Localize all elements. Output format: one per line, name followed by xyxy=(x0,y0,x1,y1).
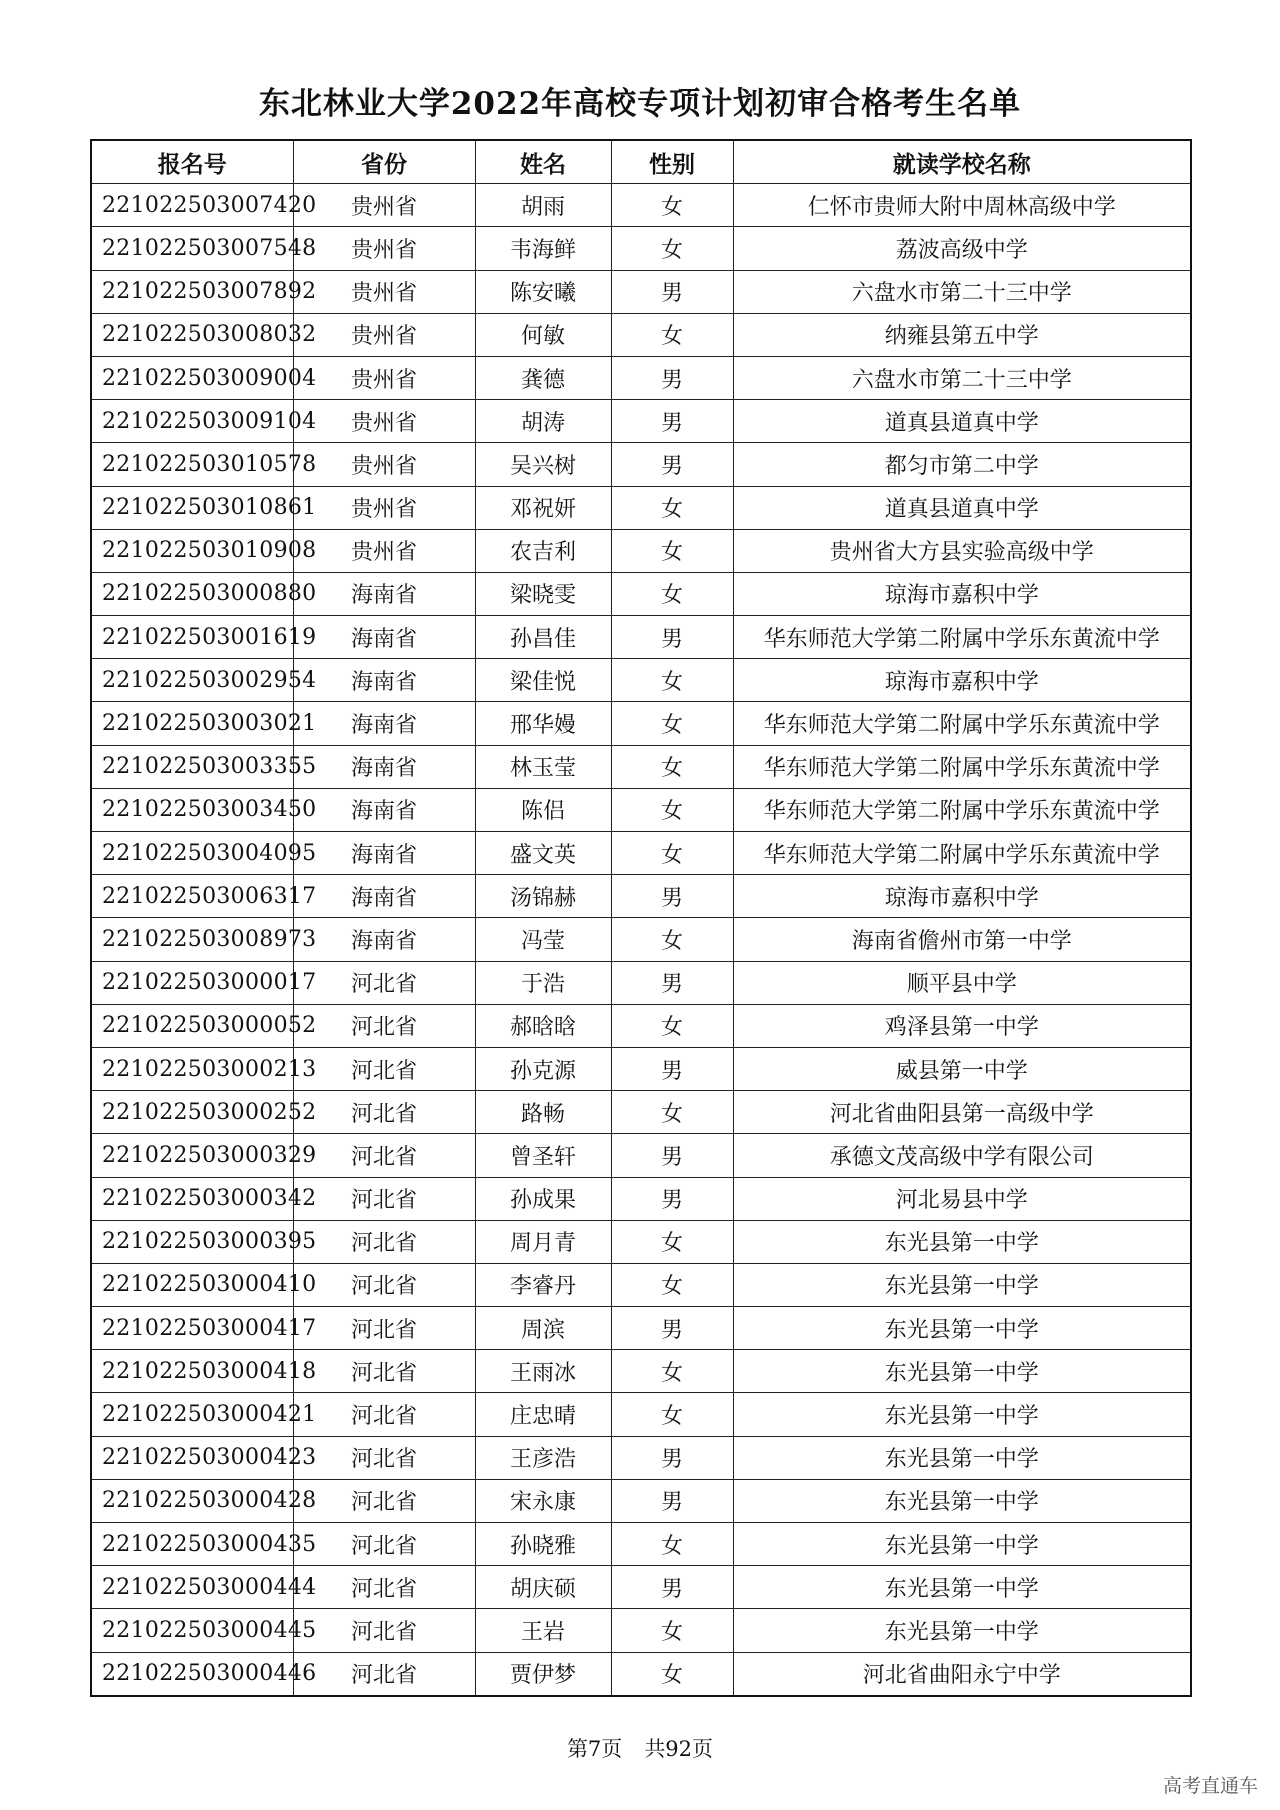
page-number: 第7页 xyxy=(566,1737,623,1761)
registration-id-cell: 221022503008032 xyxy=(91,313,293,356)
gender-cell: 女 xyxy=(611,1263,733,1306)
gender-cell: 女 xyxy=(611,1091,733,1134)
registration-id-cell: 221022503009104 xyxy=(91,400,293,443)
registration-id-cell: 221022503003450 xyxy=(91,788,293,831)
gender-cell: 女 xyxy=(611,313,733,356)
school-cell: 鸡泽县第一中学 xyxy=(733,1004,1191,1047)
table-row xyxy=(91,1350,1191,1393)
table-row xyxy=(91,1220,1191,1263)
table-row xyxy=(91,1307,1191,1350)
registration-id-cell: 221022503010578 xyxy=(91,443,293,486)
name-cell: 冯莹 xyxy=(475,918,611,961)
province-cell: 河北省 xyxy=(293,1004,475,1047)
name-cell: 邢华嫚 xyxy=(475,702,611,745)
registration-id-cell: 221022503000444 xyxy=(91,1566,293,1609)
registration-id-cell: 221022503004095 xyxy=(91,832,293,875)
school-cell: 东光县第一中学 xyxy=(733,1393,1191,1436)
name-cell: 邓祝妍 xyxy=(475,486,611,529)
page-total: 共92页 xyxy=(644,1737,714,1761)
table-row xyxy=(91,443,1191,486)
registration-id-cell: 221022503000410 xyxy=(91,1263,293,1306)
name-cell: 庄忠晴 xyxy=(475,1393,611,1436)
name-cell: 胡涛 xyxy=(475,400,611,443)
name-cell: 梁佳悦 xyxy=(475,659,611,702)
table-row xyxy=(91,227,1191,270)
table-row xyxy=(91,486,1191,529)
table-row xyxy=(91,184,1191,227)
school-cell: 华东师范大学第二附属中学乐东黄流中学 xyxy=(733,788,1191,831)
province-cell: 海南省 xyxy=(293,832,475,875)
province-cell: 河北省 xyxy=(293,1307,475,1350)
gender-cell: 女 xyxy=(611,529,733,572)
province-cell: 河北省 xyxy=(293,1177,475,1220)
gender-cell: 男 xyxy=(611,1479,733,1522)
table-row xyxy=(91,1004,1191,1047)
name-cell: 宋永康 xyxy=(475,1479,611,1522)
gender-cell: 女 xyxy=(611,486,733,529)
gender-cell: 男 xyxy=(611,1307,733,1350)
province-cell: 河北省 xyxy=(293,1652,475,1696)
gender-cell: 女 xyxy=(611,1652,733,1696)
table-row xyxy=(91,659,1191,702)
gender-cell: 女 xyxy=(611,1004,733,1047)
registration-id-cell: 221022503000421 xyxy=(91,1393,293,1436)
page-title: 东北林业大学2022年高校专项计划初审合格考生名单 xyxy=(258,86,1022,122)
province-cell: 河北省 xyxy=(293,961,475,1004)
name-cell: 孙昌佳 xyxy=(475,616,611,659)
province-cell: 贵州省 xyxy=(293,486,475,529)
table-row xyxy=(91,270,1191,313)
gender-cell: 女 xyxy=(611,788,733,831)
name-cell: 路畅 xyxy=(475,1091,611,1134)
gender-cell: 男 xyxy=(611,616,733,659)
name-cell: 韦海鲜 xyxy=(475,227,611,270)
school-cell: 琼海市嘉积中学 xyxy=(733,572,1191,615)
column-header-name: 姓名 xyxy=(475,140,611,184)
school-cell: 东光县第一中学 xyxy=(733,1307,1191,1350)
gender-cell: 女 xyxy=(611,659,733,702)
page-footer xyxy=(0,1733,1280,1763)
table-row xyxy=(91,616,1191,659)
registration-id-cell: 221022503000417 xyxy=(91,1307,293,1350)
gender-cell: 女 xyxy=(611,918,733,961)
province-cell: 河北省 xyxy=(293,1047,475,1090)
school-cell: 贵州省大方县实验高级中学 xyxy=(733,529,1191,572)
registration-id-cell: 221022503000418 xyxy=(91,1350,293,1393)
registration-id-cell: 221022503000017 xyxy=(91,961,293,1004)
gender-cell: 男 xyxy=(611,443,733,486)
school-cell: 荔波高级中学 xyxy=(733,227,1191,270)
province-cell: 海南省 xyxy=(293,659,475,702)
registration-id-cell: 221022503007420 xyxy=(91,184,293,227)
school-cell: 东光县第一中学 xyxy=(733,1566,1191,1609)
gender-cell: 女 xyxy=(611,702,733,745)
registration-id-cell: 221022503006317 xyxy=(91,875,293,918)
province-cell: 河北省 xyxy=(293,1350,475,1393)
name-cell: 陈安曦 xyxy=(475,270,611,313)
school-cell: 琼海市嘉积中学 xyxy=(733,659,1191,702)
name-cell: 李睿丹 xyxy=(475,1263,611,1306)
province-cell: 河北省 xyxy=(293,1479,475,1522)
name-cell: 龚德 xyxy=(475,356,611,399)
province-cell: 海南省 xyxy=(293,788,475,831)
school-cell: 河北省曲阳县第一高级中学 xyxy=(733,1091,1191,1134)
gender-cell: 女 xyxy=(611,1523,733,1566)
gender-cell: 女 xyxy=(611,227,733,270)
province-cell: 贵州省 xyxy=(293,313,475,356)
school-cell: 东光县第一中学 xyxy=(733,1479,1191,1522)
school-cell: 顺平县中学 xyxy=(733,961,1191,1004)
gender-cell: 女 xyxy=(611,1393,733,1436)
column-header-province: 省份 xyxy=(293,140,475,184)
school-cell: 华东师范大学第二附属中学乐东黄流中学 xyxy=(733,745,1191,788)
school-cell: 东光县第一中学 xyxy=(733,1220,1191,1263)
school-cell: 东光县第一中学 xyxy=(733,1350,1191,1393)
name-cell: 于浩 xyxy=(475,961,611,1004)
column-header-gender: 性别 xyxy=(611,140,733,184)
registration-id-cell: 221022503010908 xyxy=(91,529,293,572)
table-row xyxy=(91,1652,1191,1696)
school-cell: 华东师范大学第二附属中学乐东黄流中学 xyxy=(733,616,1191,659)
registration-id-cell: 221022503000423 xyxy=(91,1436,293,1479)
province-cell: 河北省 xyxy=(293,1566,475,1609)
province-cell: 贵州省 xyxy=(293,270,475,313)
table-row xyxy=(91,875,1191,918)
table-row xyxy=(91,832,1191,875)
name-cell: 王彦浩 xyxy=(475,1436,611,1479)
gender-cell: 女 xyxy=(611,1609,733,1652)
province-cell: 河北省 xyxy=(293,1609,475,1652)
name-cell: 胡庆硕 xyxy=(475,1566,611,1609)
name-cell: 农吉利 xyxy=(475,529,611,572)
province-cell: 贵州省 xyxy=(293,400,475,443)
school-cell: 道真县道真中学 xyxy=(733,486,1191,529)
province-cell: 海南省 xyxy=(293,616,475,659)
table-row xyxy=(91,572,1191,615)
name-cell: 盛文英 xyxy=(475,832,611,875)
registration-id-cell: 221022503007892 xyxy=(91,270,293,313)
name-cell: 周月青 xyxy=(475,1220,611,1263)
school-cell: 威县第一中学 xyxy=(733,1047,1191,1090)
gender-cell: 男 xyxy=(611,356,733,399)
table-row xyxy=(91,788,1191,831)
registration-id-cell: 221022503002954 xyxy=(91,659,293,702)
table-row xyxy=(91,1177,1191,1220)
table-row xyxy=(91,1263,1191,1306)
name-cell: 王岩 xyxy=(475,1609,611,1652)
province-cell: 河北省 xyxy=(293,1220,475,1263)
table-row xyxy=(91,1479,1191,1522)
province-cell: 海南省 xyxy=(293,745,475,788)
gender-cell: 女 xyxy=(611,832,733,875)
table-row xyxy=(91,529,1191,572)
column-header-school: 就读学校名称 xyxy=(733,140,1191,184)
school-cell: 承德文茂高级中学有限公司 xyxy=(733,1134,1191,1177)
province-cell: 河北省 xyxy=(293,1091,475,1134)
school-cell: 六盘水市第二十三中学 xyxy=(733,270,1191,313)
name-cell: 王雨冰 xyxy=(475,1350,611,1393)
gender-cell: 男 xyxy=(611,1566,733,1609)
registration-id-cell: 221022503010861 xyxy=(91,486,293,529)
registration-id-cell: 221022503000446 xyxy=(91,1652,293,1696)
gender-cell: 女 xyxy=(611,184,733,227)
registration-id-cell: 221022503000428 xyxy=(91,1479,293,1522)
school-cell: 东光县第一中学 xyxy=(733,1609,1191,1652)
school-cell: 河北省曲阳永宁中学 xyxy=(733,1652,1191,1696)
province-cell: 贵州省 xyxy=(293,443,475,486)
name-cell: 陈侣 xyxy=(475,788,611,831)
gender-cell: 男 xyxy=(611,1436,733,1479)
registration-id-cell: 221022503000329 xyxy=(91,1134,293,1177)
province-cell: 贵州省 xyxy=(293,184,475,227)
registration-id-cell: 221022503000880 xyxy=(91,572,293,615)
gender-cell: 女 xyxy=(611,1350,733,1393)
registration-id-cell: 221022503007548 xyxy=(91,227,293,270)
name-cell: 周滨 xyxy=(475,1307,611,1350)
school-cell: 纳雍县第五中学 xyxy=(733,313,1191,356)
name-cell: 汤锦赫 xyxy=(475,875,611,918)
table-header-row xyxy=(91,140,1191,184)
registration-id-cell: 221022503000342 xyxy=(91,1177,293,1220)
gender-cell: 男 xyxy=(611,961,733,1004)
name-cell: 贾伊梦 xyxy=(475,1652,611,1696)
school-cell: 河北易县中学 xyxy=(733,1177,1191,1220)
registration-id-cell: 221022503000052 xyxy=(91,1004,293,1047)
province-cell: 贵州省 xyxy=(293,227,475,270)
school-cell: 道真县道真中学 xyxy=(733,400,1191,443)
column-header-id: 报名号 xyxy=(91,140,293,184)
province-cell: 河北省 xyxy=(293,1436,475,1479)
registration-id-cell: 221022503009004 xyxy=(91,356,293,399)
name-cell: 孙晓雅 xyxy=(475,1523,611,1566)
table-row xyxy=(91,918,1191,961)
province-cell: 海南省 xyxy=(293,702,475,745)
school-cell: 华东师范大学第二附属中学乐东黄流中学 xyxy=(733,702,1191,745)
registration-id-cell: 221022503003355 xyxy=(91,745,293,788)
school-cell: 都匀市第二中学 xyxy=(733,443,1191,486)
table-row xyxy=(91,1393,1191,1436)
table-row xyxy=(91,1134,1191,1177)
name-cell: 林玉莹 xyxy=(475,745,611,788)
table-row xyxy=(91,400,1191,443)
gender-cell: 女 xyxy=(611,1220,733,1263)
name-cell: 梁晓雯 xyxy=(475,572,611,615)
gender-cell: 男 xyxy=(611,1177,733,1220)
table-row xyxy=(91,702,1191,745)
table-row xyxy=(91,1609,1191,1652)
gender-cell: 女 xyxy=(611,745,733,788)
gender-cell: 女 xyxy=(611,572,733,615)
registration-id-cell: 221022503001619 xyxy=(91,616,293,659)
province-cell: 海南省 xyxy=(293,572,475,615)
table-row xyxy=(91,961,1191,1004)
school-cell: 六盘水市第二十三中学 xyxy=(733,356,1191,399)
table-row xyxy=(91,745,1191,788)
school-cell: 东光县第一中学 xyxy=(733,1263,1191,1306)
table-row xyxy=(91,1091,1191,1134)
registration-id-cell: 221022503000445 xyxy=(91,1609,293,1652)
school-cell: 琼海市嘉积中学 xyxy=(733,875,1191,918)
registration-id-cell: 221022503000252 xyxy=(91,1091,293,1134)
name-cell: 孙克源 xyxy=(475,1047,611,1090)
registration-id-cell: 221022503000213 xyxy=(91,1047,293,1090)
school-cell: 华东师范大学第二附属中学乐东黄流中学 xyxy=(733,832,1191,875)
name-cell: 何敏 xyxy=(475,313,611,356)
province-cell: 河北省 xyxy=(293,1523,475,1566)
province-cell: 河北省 xyxy=(293,1134,475,1177)
watermark: 高考直通车 xyxy=(1162,1775,1258,1797)
gender-cell: 男 xyxy=(611,270,733,313)
table-row xyxy=(91,1047,1191,1090)
province-cell: 河北省 xyxy=(293,1393,475,1436)
name-cell: 吴兴树 xyxy=(475,443,611,486)
province-cell: 海南省 xyxy=(293,875,475,918)
school-cell: 东光县第一中学 xyxy=(733,1436,1191,1479)
table-row xyxy=(91,1566,1191,1609)
registration-id-cell: 221022503000395 xyxy=(91,1220,293,1263)
registration-id-cell: 221022503003021 xyxy=(91,702,293,745)
name-cell: 郝晗晗 xyxy=(475,1004,611,1047)
table-row xyxy=(91,356,1191,399)
province-cell: 贵州省 xyxy=(293,529,475,572)
gender-cell: 男 xyxy=(611,400,733,443)
gender-cell: 男 xyxy=(611,1047,733,1090)
candidate-table xyxy=(90,139,1192,1697)
province-cell: 海南省 xyxy=(293,918,475,961)
name-cell: 孙成果 xyxy=(475,1177,611,1220)
registration-id-cell: 221022503008973 xyxy=(91,918,293,961)
table-row xyxy=(91,1523,1191,1566)
province-cell: 贵州省 xyxy=(293,356,475,399)
name-cell: 曾圣轩 xyxy=(475,1134,611,1177)
name-cell: 胡雨 xyxy=(475,184,611,227)
school-cell: 仁怀市贵师大附中周林高级中学 xyxy=(733,184,1191,227)
school-cell: 海南省儋州市第一中学 xyxy=(733,918,1191,961)
school-cell: 东光县第一中学 xyxy=(733,1523,1191,1566)
gender-cell: 男 xyxy=(611,875,733,918)
registration-id-cell: 221022503000435 xyxy=(91,1523,293,1566)
table-row xyxy=(91,313,1191,356)
table-row xyxy=(91,1436,1191,1479)
province-cell: 河北省 xyxy=(293,1263,475,1306)
gender-cell: 男 xyxy=(611,1134,733,1177)
